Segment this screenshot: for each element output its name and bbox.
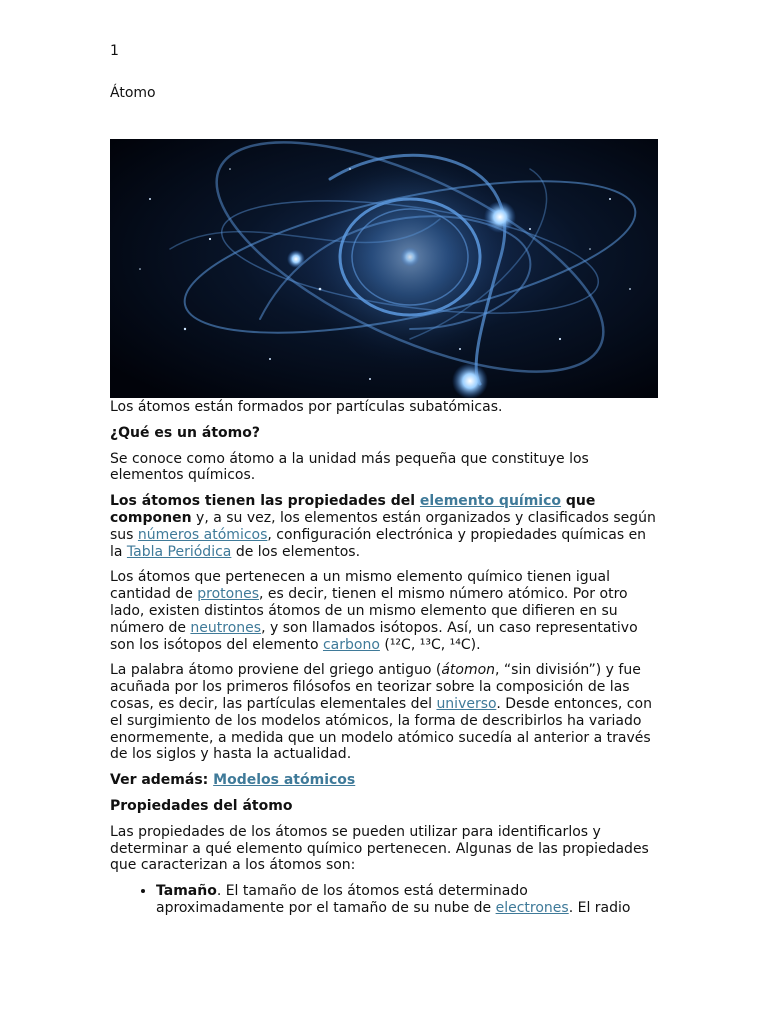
paragraph-etymology: La palabra átomo proviene del griego antiguo (átomon, “sin división”) y fue acuñada por los primeros filósofos en teorizar sobre la composición de las cosas, es decir, las partículas elementales del universo. Desde entonces, con el surgimiento de los modelos atómicos, la forma de describirlos ha variado enormemente, a medida que un modelo atómico sucedía al anterior a través de los siglos y hasta la actualidad. [110,662,652,763]
paragraph-definition: Se conoce como átomo a la unidad más pequeña que constituye los elementos químicos. [110,450,589,484]
link-tabla-periodica[interactable]: Tabla Periódica [126,543,232,560]
link-neutrones[interactable]: neutrones [190,619,262,636]
atom-image [110,139,658,398]
document-title: Átomo [110,85,156,101]
paragraph-properties: Los átomos tienen las propiedades del elemento químico que componen y, a su vez, los elementos están organizados y clasificados según sus números atómicos, configuración electrónica y propiedades químicas en la Tabla Periódica de los elementos. [110,493,656,560]
link-electrones[interactable]: electrones [495,899,569,916]
paragraph-properties-intro: Las propiedades de los átomos se pueden utilizar para identificarlos y determinar a qué elemento químico pertenecen. Algunas de las propiedades que caracterizan a los átomos son: [110,823,649,874]
list-item: • Tamaño. El tamaño de los átomos está determinado aproximadamente por el tamaño de su nube de electrones. El radio [156,883,658,917]
section-heading-what-is: ¿Qué es un átomo? [110,424,260,441]
document-body [110,399,658,917]
properties-list [110,883,658,917]
section-heading-properties: Propiedades del átomo [110,797,293,814]
paragraph-isotopes: Los átomos que pertenecen a un mismo elemento químico tienen igual cantidad de protones, es decir, tienen el mismo número atómico. Por otro lado, existen distintos átomos de un mismo elemento que difieren en su número de neutrones, y son llamados isótopos. Así, un caso representativo son los isótopos del elemento carbono (¹²C, ¹³C, ¹⁴C). [110,569,638,653]
link-carbono[interactable]: carbono [322,636,380,653]
link-protones[interactable]: protones [197,586,260,603]
see-also: Ver además: Modelos atómicos [110,772,356,789]
link-elemento-quimico[interactable]: elemento químico [419,493,562,510]
link-modelos-atomicos[interactable]: Modelos atómicos [213,772,356,789]
link-numeros-atomicos[interactable]: números atómicos [137,526,268,543]
page-number: 1 [110,43,119,59]
link-universo[interactable]: universo [436,695,497,712]
image-caption: Los átomos están formados por partículas subatómicas. [110,399,503,415]
